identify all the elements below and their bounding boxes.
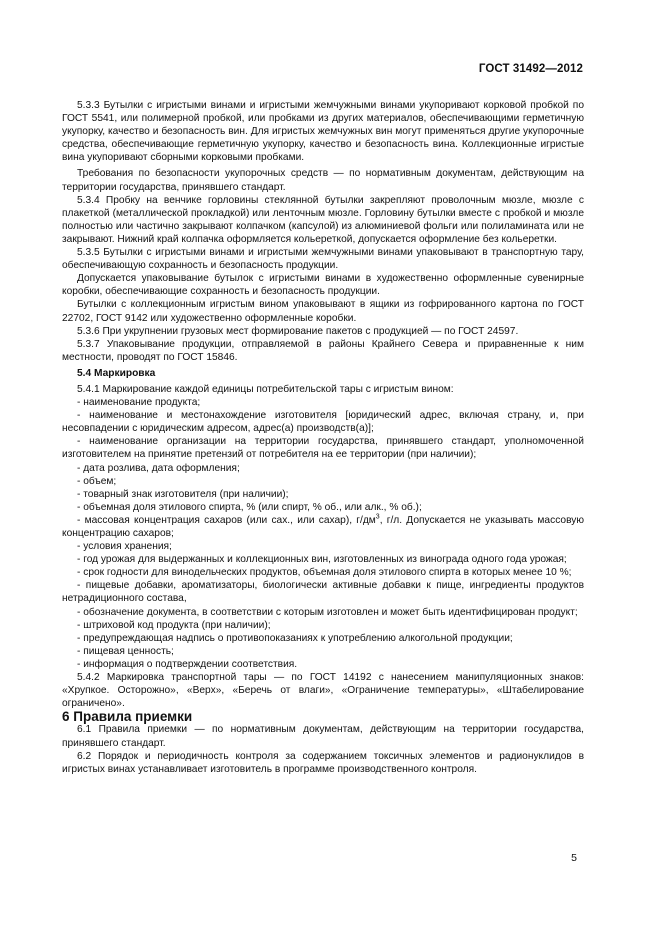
list-item: - пищевые добавки, ароматизаторы, биологически активные добавки к пище, ингредиенты продуктов нетрадиционного состава, (62, 580, 584, 605)
paragraph-5-4-2: 5.4.2 Маркировка транспортной тары — по ГОСТ 14192 с нанесением манипуляционных знаков: «Хрупкое. Осторожно», «Верх», «Беречь от влаги», «Ограничение температуры», «Штабелирование ограничено». (62, 672, 584, 710)
list-item: - объем; (77, 475, 117, 487)
list-item: - объемная доля этилового спирта, % (или спирт, % об., или алк., % об.); (77, 501, 422, 513)
list-item-text: - массовая концентрация сахаров (или сах., или сахар), г/дм (77, 514, 376, 526)
subsection-heading-5-4: 5.4 Маркировка (77, 367, 156, 379)
paragraph-6-1: 6.1 Правила приемки — по нормативным документам, действующим на территории государства, принявшего стандарт. (62, 724, 584, 749)
list-item: - срок годности для винодельческих продуктов, объемная доля этилового спирта в которых менее 10 %; (77, 567, 572, 579)
page-number: 5 (571, 852, 577, 864)
list-item: - условия хранения; (77, 541, 172, 553)
list-item: - наименование организации на территории государства, принявшего стандарт, уполномоченной изготовителем на принятие претензий от потребителя на ее территории (при наличии); (62, 436, 584, 461)
list-item (62, 514, 584, 540)
list-item: - год урожая для выдержанных и коллекционных вин, изготовленных из винограда одного года урожая; (77, 554, 567, 566)
list-item: - информация о подтверждении соответствия. (77, 658, 298, 670)
paragraph-6-2: 6.2 Порядок и периодичность контроля за содержанием токсичных элементов и радионуклидов в игристых винах устанавливает изготовитель в программе производственного контроля. (62, 750, 584, 775)
superscript: 3 (375, 513, 380, 521)
paragraph-5-3-3: 5.3.3 Бутылки с игристыми винами и игристыми жемчужными винами укупоривают корковой пробкой по ГОСТ 5541, или полимерной пробкой, или пробками из других материалов, обеспечивающими герметичную укупорку, качество и безопасность вин. Для игристых жемчужных вин могут применяться другие укупорочные средства, обеспечивающие герметичную укупорку, качество и безопасность вина. Коллекционные игристые вина укупоривают сборными корковыми пробками. (62, 100, 584, 164)
paragraph-5-3-6: 5.3.6 При укрупнении грузовых мест формирование пакетов с продукцией — по ГОСТ 24597. (77, 325, 519, 337)
paragraph-5-3-5-souvenir: Допускается упаковывание бутылок с игристыми винами в художественно оформленные сувенирные коробки, обеспечивающие сохранность и безопасность продукции. (62, 273, 584, 298)
list-item: - предупреждающая надпись о противопоказаниях к употреблению алкогольной продукции; (77, 632, 513, 644)
paragraph-5-3-3-safety: Требования по безопасности укупорочных средств — по нормативным документам, действующим на территории государства, принявшего стандарт. (62, 168, 584, 193)
list-item-text: , г/л. Допускается не указывать массовую концентрацию сахаров; (62, 514, 584, 539)
list-item: - наименование и местонахождение изготовителя [юридический адрес, включая страну, и, при несовпадении с юридическим адресом, адрес(а) производств(а)]; (62, 410, 584, 435)
paragraph-5-3-5: 5.3.5 Бутылки с игристыми винами и игристыми жемчужными винами упаковывают в транспортную тару, обеспечивающую сохранность и безопасность продукции. (62, 247, 584, 272)
list-item: - штриховой код продукта (при наличии); (77, 619, 271, 631)
paragraph-5-3-4: 5.3.4 Пробку на венчике горловины стеклянной бутылки закрепляют проволочным мюзле, мюзле с плакеткой (металлической прокладкой) или ленточным мюзле. Горловину бутылки вместе с пробкой и мюзле полностью или частично закрывают колпачком (капсулой) из алюминиевой фольги или полиламината или не закрывают. Нижний край колпачка оформляется кольереткой, допускается оформление без кольеретки. (62, 194, 584, 245)
document-code: ГОСТ 31492—2012 (478, 63, 583, 75)
list-item: - дата розлива, дата оформления; (77, 462, 240, 474)
paragraph-5-4-1: 5.4.1 Маркирование каждой единицы потребительской тары с игристым вином: (77, 383, 454, 395)
list-item: - обозначение документа, в соответствии с которым изготовлен и может быть идентифицирован продукт; (77, 606, 578, 618)
section-heading-6: 6 Правила приемки (62, 709, 193, 725)
list-item: - товарный знак изготовителя (при наличии); (77, 488, 289, 500)
paragraph-5-3-5-collection: Бутылки с коллекционным игристым вином упаковывают в ящики из гофрированного картона по ГОСТ 22702, ГОСТ 9142 или художественно оформленные коробки. (62, 299, 584, 324)
document-body (62, 99, 584, 776)
list-item: - наименование продукта; (77, 397, 201, 409)
list-item: - пищевая ценность; (77, 645, 174, 657)
paragraph-5-3-7: 5.3.7 Упаковывание продукции, отправляемой в районы Крайнего Севера и приравненные к ним местности, проводят по ГОСТ 15846. (62, 338, 584, 363)
